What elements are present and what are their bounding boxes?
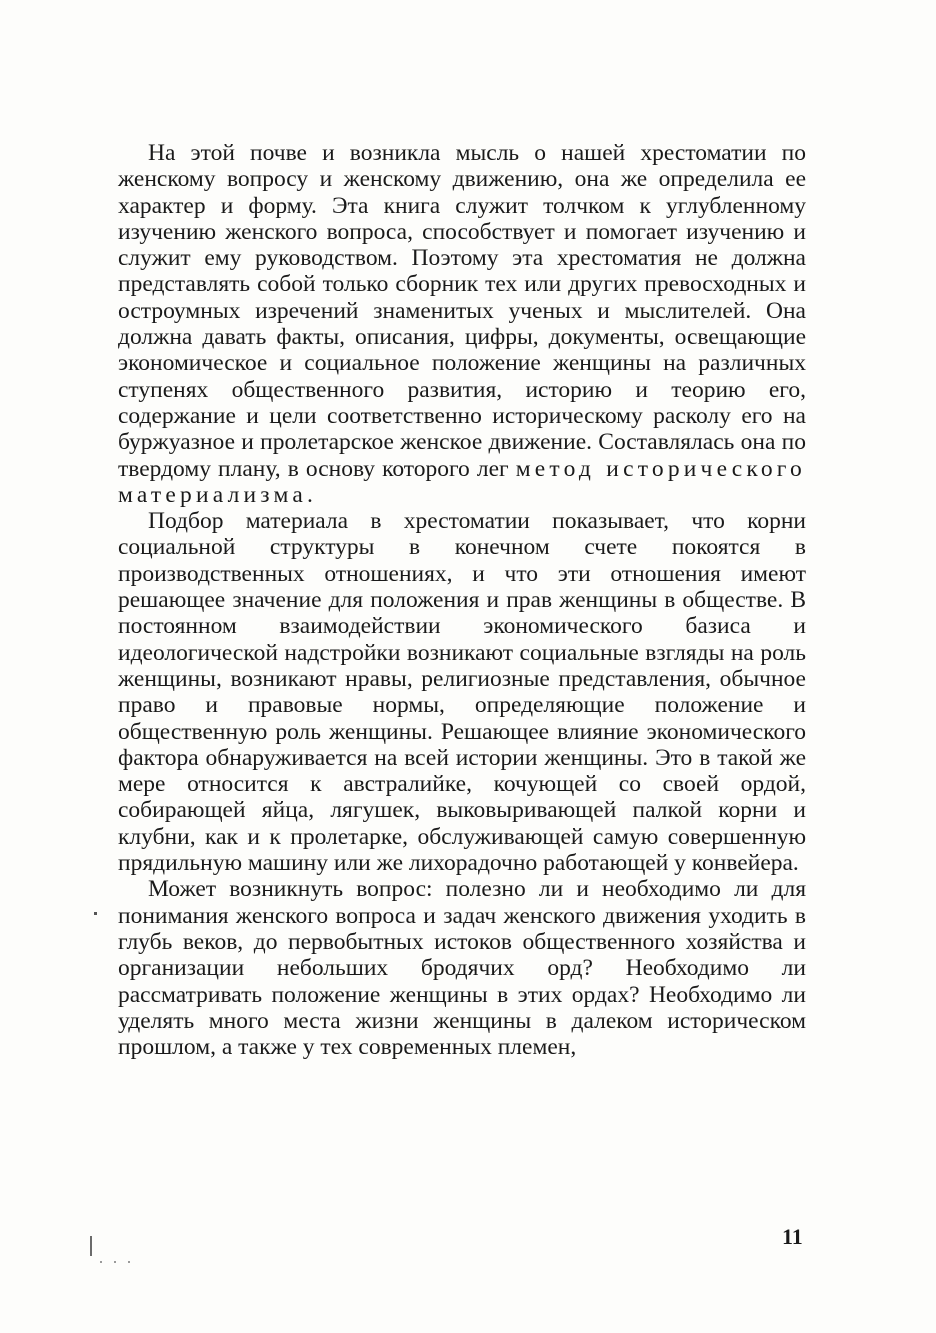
page-number: 11 <box>782 1224 803 1249</box>
body-text <box>118 140 806 1060</box>
scan-speck <box>94 912 97 915</box>
spaced-emphasis: метод исторического материализма. <box>118 455 806 508</box>
paragraph-3: Может возникнуть вопрос: полезно ли и необходимо ли для понимания женского вопроса и задач женского движения уходить в глубь веков, до первобытных истоков общественного хозяйства и организации небольших бродячих орд? Необходимо ли рассматривать положение женщины в этих ордах? Необходимо ли уделять много места жизни женщины в далеком историческом прошлом, а также у тех современных племен, <box>118 876 806 1061</box>
scan-artifact-dots <box>100 1250 160 1254</box>
paragraph-1 <box>118 140 806 508</box>
paragraph-2: Подбор материала в хрестоматии показывает, что корни социальной структуры в конечном счете покоятся в производственных отношениях, и что эти отношения имеют решающее значение для положения и прав женщины в обществе. В постоянном взаимодействии экономического базиса и идеологической надстройки возникают социальные взгляды на роль женщины, возникают нравы, религиозные представления, обычное право и правовые нормы, определяющие положение и общественную роль женщины. Решающее влияние экономического фактора обнаруживается на всей истории женщины. Это в такой же мере относится к австралийке, кочующей со своей ордой, собирающей яйца, лягушек, выковыривающей палкой корни и клубни, как и к пролетарке, обслуживающей самую совершенную прядильную машину или же лихорадочно работающей у конвейера. <box>118 508 806 877</box>
paragraph-1-text: На этой почве и возникла мысль о нашей хрестоматии по женскому вопросу и женскому движению, она же определила ее характер и форму. Эта книга служит толчком к углубленному изучению женского вопроса, способствует и помогает изучению и служит ему руководством. Поэтому эта хрестоматия не должна представлять собой только сборник тех или других превосходных и остроумных изречений знаменитых ученых и мыслителей. Она должна давать факты, описания, цифры, документы, освещающие экономическое и социальное положение женщины на различных ступенях общественного развития, историю и теорию его, содержание и цели соответственно историческому расколу его на буржуазное и пролетарское женское движение. Составлялась она по твердому плану, в основу которого лег <box>118 140 806 482</box>
scan-artifact-bar <box>90 1236 92 1256</box>
